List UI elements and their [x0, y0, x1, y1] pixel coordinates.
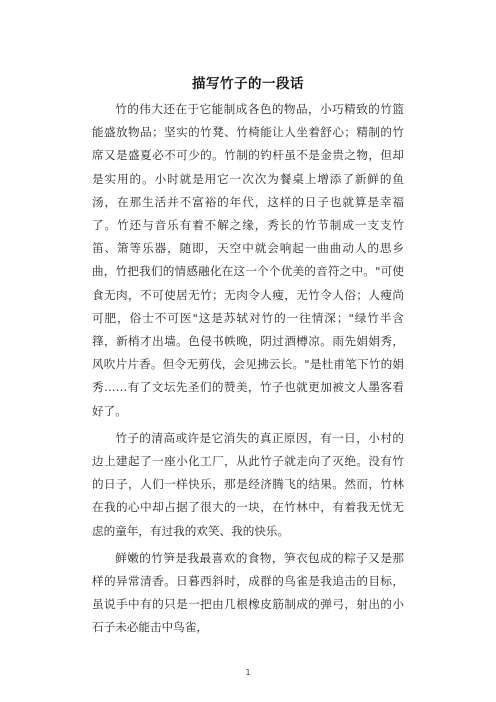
paragraph: 竹子的清高或许是它消失的真正原因，有一日，小村的边上建起了一座小化工厂，从此竹子就走向了灭绝。没有竹的日子，人们一样快乐，那是经济腾飞的结果。然而，竹林在我的心中却占据了很大的一块，在竹林中，有着我无忧无虑的童年，有过我的欢笑、我的快乐。	[92, 430, 404, 538]
paragraph: 竹的伟大还在于它能制成各色的物品，小巧精致的竹篮能盛放物品；坚实的竹凳、竹椅能让人坐着舒心；精制的竹席又是盛夏必不可少的。竹制的钓杆虽不是金贵之物，但却是实用的。小时就是用它一次次为餐桌上增添了新鲜的鱼汤，在那生活并不富裕的年代，这样的日子也就算是幸福了。竹还与音乐有着不解之缘，秀长的竹节制成一支支竹笛、箫等乐器，随即，天空中就会响起一曲曲动人的思乡曲，竹把我们的情感融化在这一个个优美的音符之中。"可使食无肉，不可使居无竹；无肉令人瘦，无竹令人俗；人瘦尚可肥，俗士不可医"这是苏轼对竹的一往情深；"绿竹半含箨，新梢才出墙。色侵书帙晚，阴过酒樽凉。雨先娟娟秀，风吹片片香。但令无剪伐，会见拂云长。"是杜甫笔下竹的娟秀……有了文坛先圣们的赞美，竹子也就更加被文人墨客看好了。	[92, 102, 404, 418]
page-number: 1	[245, 668, 251, 677]
paragraph: 鲜嫩的竹笋是我最喜欢的食物，笋衣包成的粽子又是那样的异常清香。日暮西斜时，成群的鸟雀是我追击的目标，虽说手中有的只是一把由几根橡皮筋制成的弹弓，射出的小石子未必能击中鸟雀，	[92, 550, 404, 635]
document-title: 描写竹子的一段话	[192, 76, 304, 92]
document-body	[92, 98, 404, 644]
